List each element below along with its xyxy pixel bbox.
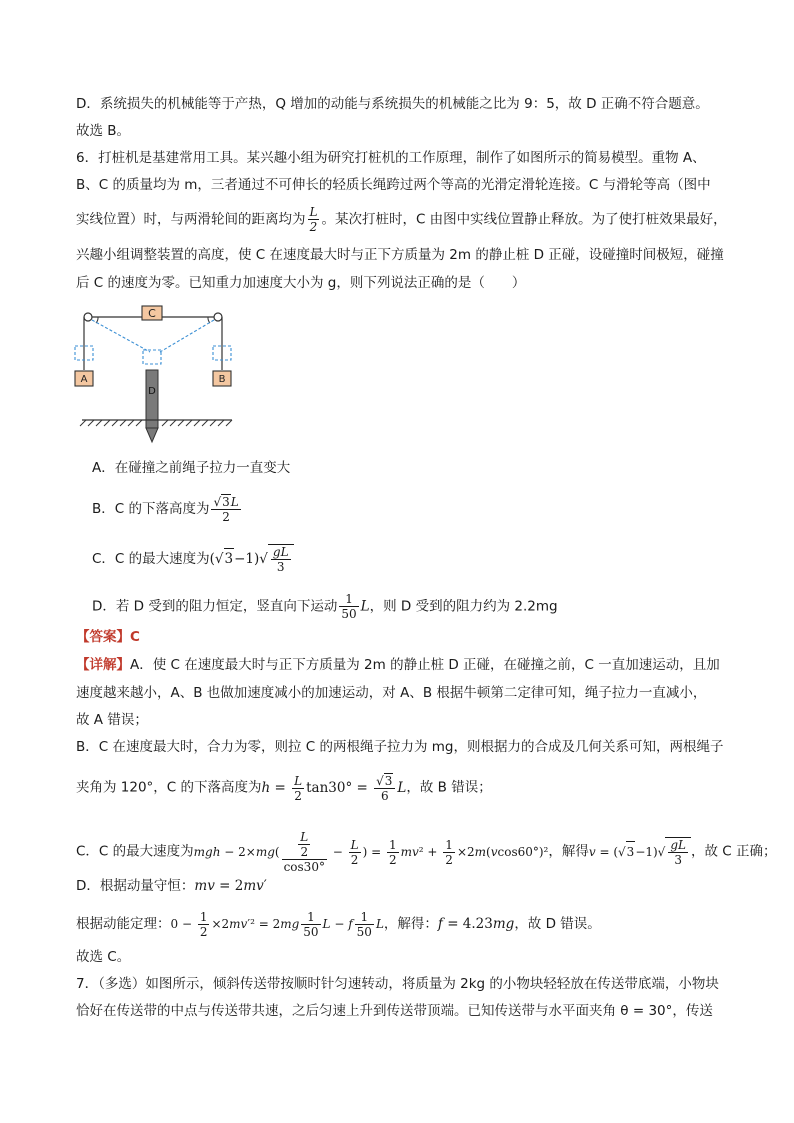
detail-text: 夹角为 120°，C 的下落高度为 [76,779,262,796]
option-d-text: ，则 D 受到的阻力约为 2.2mg [369,598,558,615]
detail-text: D．根据动量守恒： [76,878,195,894]
option-c [92,544,294,574]
detail-text: 根据动能定理： [76,916,171,932]
math-velocity: v = (√3−1)√ $\frac{gL}{3}$ [589,845,691,859]
dashed-box-c [143,350,161,364]
option-d-text: D．若 D 受到的阻力恒定，竖直向下运动 [92,598,338,615]
q6-stem-line: B、C 的质量均为 m，三者通过不可伸长的轻质长绳跨过两个等高的光滑定滑轮连接。C 与滑轮等高（图中 [76,177,711,193]
math-momentum: mv = 2mv′ [194,878,267,894]
label-d: D [148,386,156,397]
prev-option-d: D．系统损失的机械能等于产热，Q 增加的动能与系统损失的机械能之比为 9：5，故 D 正确不符合题意。 [76,96,709,112]
label-b: B [218,374,226,385]
detail-line: B．C 在速度最大时，合力为零，则拉 C 的两根绳子拉力为 mg，则根据力的合成及几何关系可知，两根绳子 [76,739,724,755]
pile-driver-figure [72,300,242,450]
math-height: h = $\frac{L}{2}$ tan30° = $\frac{√3}{6}$ L [261,773,407,803]
detail-label: 【详解】 [76,657,130,673]
detail-text: ，解得： [383,916,438,932]
math-energy-equation: mgh − 2×mg( $\frac{\frac{L}{2}}{\cos 30^\circ}$ − $\frac{L}{2}$ ) = $\frac{1}{2}$ mv² + $\frac{1}{2}$ ×2m(vcos60°)² [193,830,549,874]
detail-line [76,910,601,939]
option-c-text: C．C 的最大速度为 [92,551,210,567]
q7-stem-line: 恰好在传送带的中点与传送带共速，之后匀速上升到传送带顶端。已知传送带与水平面夹角 θ = 30°，传送 [76,1003,713,1019]
label-c: C [148,307,156,320]
q6-stem-line: 兴趣小组调整装置的高度，使 C 在速度最大时与正下方质量为 2m 的静止桩 D 正碰，设碰撞时间极短，碰撞 [76,247,724,263]
option-b-text: B．C 的下落高度为 [92,501,210,517]
label-a: A [80,374,88,385]
q6-conclusion: 故选 C。 [76,949,131,965]
detail-line: 故 A 错误； [76,712,148,728]
math-max-speed: (√3−1)√ $\frac{gL}{3}$ [210,551,294,567]
q6-stem-line [76,205,727,234]
option-a: A．在碰撞之前绳子拉力一直变大 [92,460,291,476]
right-pulley [214,313,222,321]
detail-text: C．C 的最大速度为 [76,843,194,860]
q6-stem-line: 后 C 的速度为零。已知重力加速度大小为 g，则下列说法正确的是（ ） [76,275,526,291]
detail-line [76,655,720,675]
pile-d [146,370,158,428]
math-work-energy: 0 − $\frac{1}{2}$ ×2mv′² = 2mg $\frac{1}{50}$ L − f $\frac{1}{50}$ L [170,910,384,939]
fraction-l-over-2: $\frac{L}{2}$ [309,205,318,234]
prev-conclusion: 故选 B。 [76,123,131,139]
detail-text: ，故 B 错误； [406,779,492,796]
detail-text: A．使 C 在速度最大时与正下方质量为 2m 的静止桩 D 正碰，在碰撞之前，C 一直加速运动，且加 [130,657,720,673]
detail-line [76,773,492,803]
detail-line [76,876,267,896]
detail-line: 速度越来越小，A、B 也做加速度减小的加速运动，对 A、B 根据牛顿第二定律可知，绳子拉力一直减小， [76,685,707,701]
detail-line [76,830,777,874]
q7-stem-line: 7．（多选）如图所示，倾斜传送带按顺时针匀速转动，将质量为 2kg 的小物块轻轻放在传送带底端，小物块 [76,976,719,992]
detail-text: ，解得 [548,843,589,860]
option-b [92,494,243,524]
math-1-over-50: $\frac{1}{50}$ [341,592,357,621]
option-d: D．若 D 受到的阻力恒定，竖直向下运动 $\frac{1}{50}$ L，则 D 受到的阻力约为 2.2mg [92,592,558,621]
math-sqrt3l-over-2: $\frac{√3L}{2}$ [213,495,239,524]
answer-label: 【答案】C [76,629,140,645]
q6-stem-text: 实线位置）时，与两滑轮间的距离均为 [76,211,306,228]
detail-text: ，故 C 正确； [691,843,777,860]
q6-stem-line: 6．打桩机是基建常用工具。某兴趣小组为研究打桩机的工作原理，制作了如图所示的简易模型。重物 A、 [76,150,706,166]
math-friction: f = 4.23mg [437,916,515,932]
detail-text: ，故 D 错误。 [514,916,601,932]
q6-stem-text: 。某次打桩时，C 由图中实线位置静止释放。为了使打桩效果最好， [321,211,727,228]
left-pulley [84,313,92,321]
